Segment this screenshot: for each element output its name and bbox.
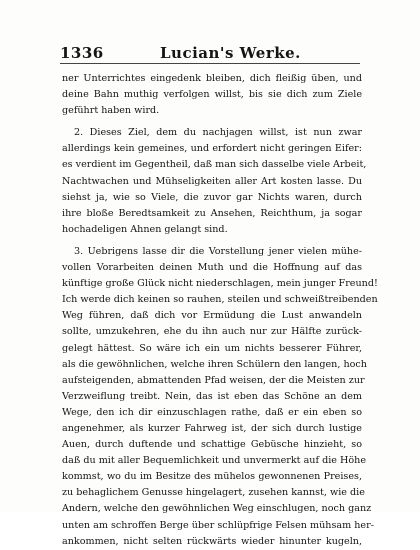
text-line: zu behaglichem Genusse hingelagert, zusehen kannst, wie die (62, 487, 365, 499)
text-line: sollte, umzukehren, ehe du ihn auch nur zur Hälfte zurück- (62, 326, 362, 338)
text-line: 3. Uebrigens lasse dir die Vorstellung jener vielen mühe- (74, 245, 362, 257)
text-line: Nachtwachen und Mühseligkeiten aller Art kosten lasse. Du (62, 175, 362, 187)
text-line: deine Bahn muthig verfolgen willst, bis sie dich zum Ziele (62, 89, 362, 101)
text-line: siehst ja, wie so Viele, die zuvor gar Nichts waren, durch (62, 191, 362, 203)
text-line: unten am schroffen Berge über schlüpfrige Felsen mühsam her- (62, 519, 374, 531)
text-line: 2. Dieses Ziel, dem du nachjagen willst, ist nun zwar (74, 127, 362, 139)
body-text (62, 71, 378, 550)
running-title: Lucian's Werke. (160, 44, 301, 62)
text-line: Ich werde dich keinen so rauhen, steilen und schweißtreibenden (62, 294, 378, 306)
text-line: ihre bloße Beredtsamkeit zu Ansehen, Reichthum, ja sogar (62, 207, 362, 219)
text-line: aufsteigenden, abmattenden Pfad weisen, der die Meisten zur (62, 374, 365, 386)
text-line: kommst, wo du im Besitze des mühelos gewonnenen Preises, (62, 471, 362, 483)
text-line: angenehmer, als kurzer Fahrweg ist, der sich durch lustige (62, 422, 362, 434)
page-number: 1336 (60, 44, 104, 62)
text-line: allerdings kein gemeines, und erfordert nicht geringen Eifer: (62, 143, 362, 155)
text-line: es verdient im Gegentheil, daß man sich dasselbe viele Arbeit, (62, 159, 367, 171)
text-line: künftige große Glück nicht niederschlagen, mein junger Freund! (62, 278, 378, 290)
text-line: Weg führen, daß dich vor Ermüdung die Lust anwandeln (62, 310, 362, 322)
text-line: Auen, durch duftende und schattige Gebüsche hinzieht, so (62, 439, 362, 451)
text-line: daß du mit aller Bequemlichkeit und unvermerkt auf die Höhe (62, 455, 367, 467)
text-line: als die gewöhnlichen, welche ihren Schülern den langen, hoch (62, 358, 367, 370)
text-line: Wege, den ich dir einzuschlagen rathe, daß er ein eben so (62, 406, 362, 418)
text-line: Andern, welche den gewöhnlichen Weg einschlugen, noch ganz (62, 503, 372, 515)
text-line: geführt haben wird. (62, 105, 160, 117)
text-line: hochadeligen Ahnen gelangt sind. (62, 223, 228, 235)
text-line: ankommen, nicht selten rückwärts wieder hinunter kugeln, (62, 535, 362, 547)
text-line: ner Unterrichtes eingedenk bleiben, dich fleißig üben, und (62, 73, 362, 84)
text-line: Verzweiflung treibt. Nein, das ist eben das Schöne an dem (62, 390, 362, 402)
header-rule (60, 63, 360, 64)
text-line: vollen Vorarbeiten deinen Muth und die Hoffnung auf das (62, 262, 362, 274)
text-line: gelegt hättest. So wäre ich ein um nichts besserer Führer, (62, 342, 362, 354)
